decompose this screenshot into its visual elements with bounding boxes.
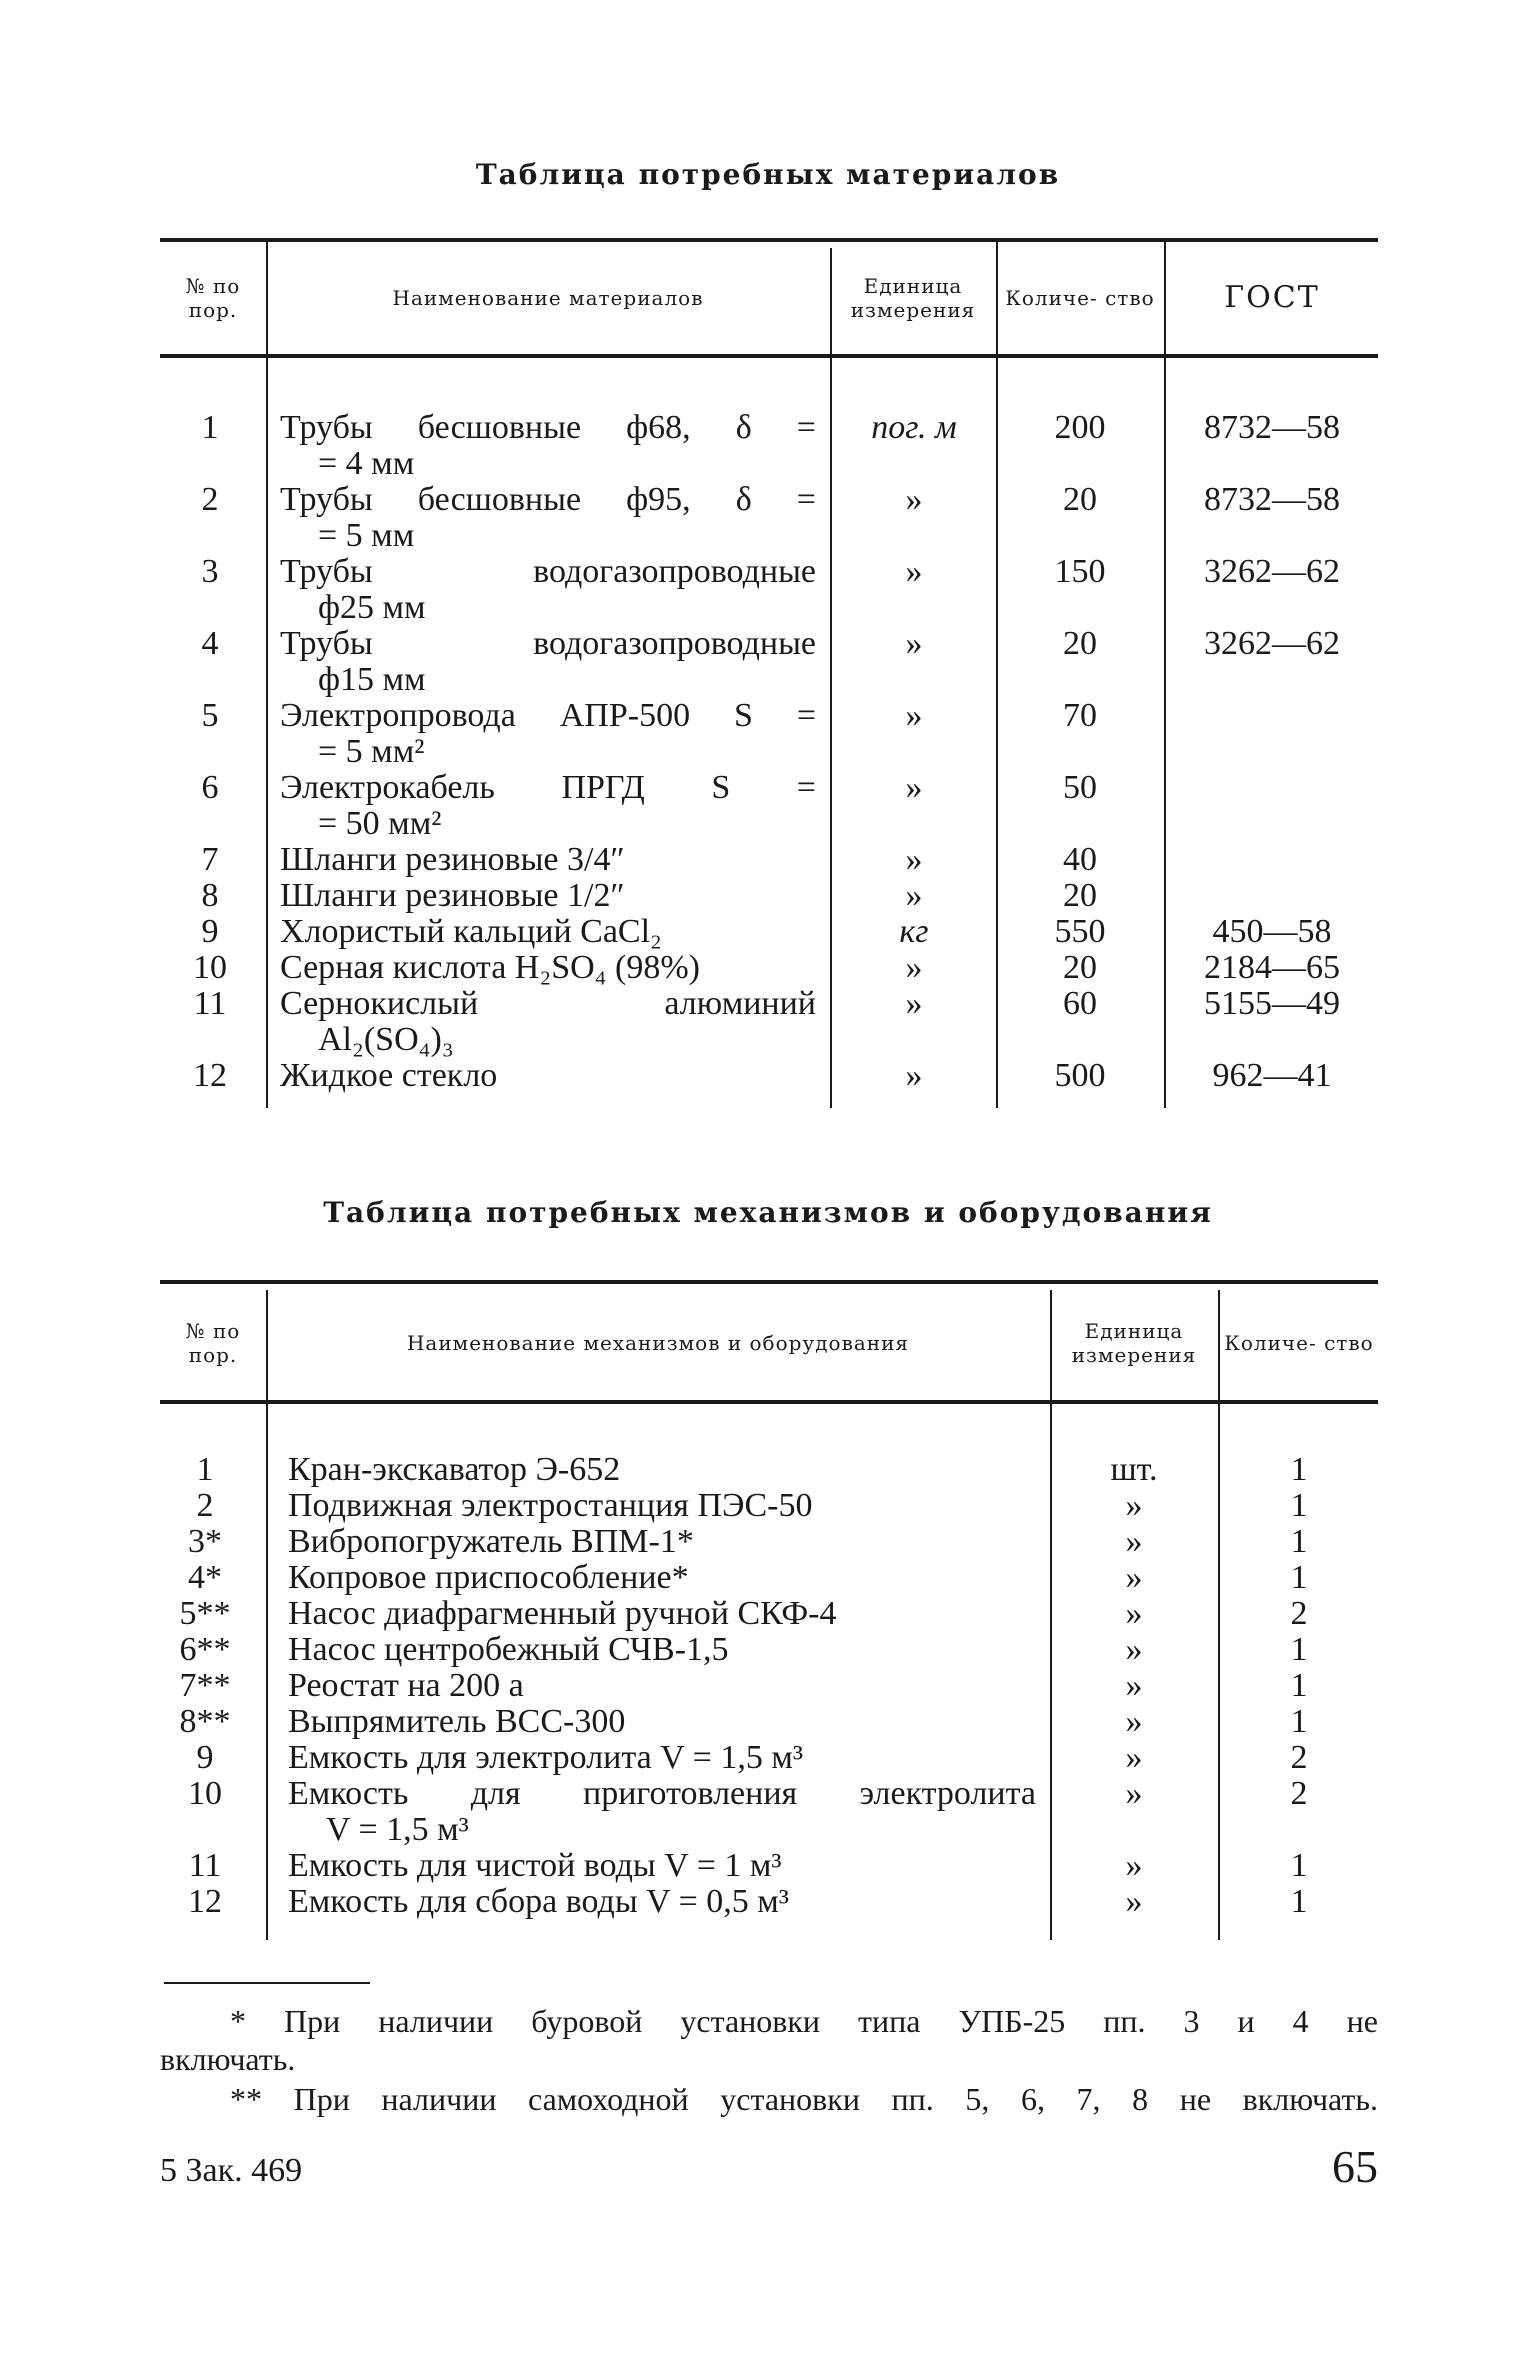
unit-of-measure: » xyxy=(905,985,923,1022)
item-name-line1: Насос центробежный СЧВ-1,5 xyxy=(288,1631,729,1668)
item-name xyxy=(288,1488,1036,1524)
item-name-line2: = 50 мм² xyxy=(318,805,442,842)
unit-of-measure: » xyxy=(1125,1703,1143,1740)
item-name-line1: Трубы водогазопроводные xyxy=(280,553,816,590)
quantity: 150 xyxy=(1054,553,1106,590)
row-number: 5** xyxy=(179,1595,231,1632)
table-top-rule xyxy=(160,1280,1378,1284)
row-number: 8** xyxy=(179,1703,231,1740)
footnote-2-text: ** При наличии самоходной установки пп. 5, 6, 7, 8 не включать. xyxy=(230,2081,1378,2117)
item-name-line1: Копровое приспособление* xyxy=(288,1559,689,1596)
unit-of-measure: » xyxy=(905,841,923,878)
item-name-line1: Шланги резиновые 3/4″ xyxy=(280,841,625,878)
page-number: 65 xyxy=(1332,2141,1378,2192)
quantity: 2 xyxy=(1290,1595,1308,1632)
row-number: 9 xyxy=(196,1739,214,1776)
gost-standard: 3262—62 xyxy=(1204,553,1340,590)
unit-of-measure: » xyxy=(1125,1523,1143,1560)
row-number: 3* xyxy=(188,1523,222,1560)
item-name xyxy=(288,1776,1036,1848)
item-name-line1: Трубы бесшовные ф68, δ = xyxy=(280,409,816,446)
item-name-line1: Реостат на 200 а xyxy=(288,1667,524,1704)
table-row xyxy=(160,698,1378,770)
table-row xyxy=(160,1884,1378,1920)
table-row xyxy=(160,1740,1378,1776)
gost-standard: 5155—49 xyxy=(1204,985,1340,1022)
unit-of-measure: » xyxy=(905,553,923,590)
item-name-line1: Насос диафрагменный ручной СКФ-4 xyxy=(288,1595,837,1632)
item-name-line2: = 4 мм xyxy=(318,445,415,482)
item-name xyxy=(280,914,816,950)
footnote-1-line1: * При наличии буровой установки типа УПБ-25 пп. 3 и 4 не xyxy=(230,2003,1378,2039)
unit-of-measure: » xyxy=(905,769,923,806)
quantity: 1 xyxy=(1290,1667,1308,1704)
header-name: Наименование механизмов и оборудования xyxy=(406,1331,910,1355)
print-order-mark: 5 Зак. 469 xyxy=(160,2152,303,2189)
row-number: 11 xyxy=(188,1847,222,1884)
footnote-2 xyxy=(160,2080,1378,2118)
header-bottom-rule xyxy=(160,1400,1378,1404)
gost-standard: 8732—58 xyxy=(1204,409,1340,446)
table-top-rule xyxy=(160,238,1378,242)
item-name xyxy=(288,1740,1036,1776)
unit-of-measure: » xyxy=(1125,1595,1143,1632)
unit-of-measure: » xyxy=(1125,1883,1143,1920)
item-name xyxy=(288,1452,1036,1488)
header-unit: Единица измерения xyxy=(1071,1319,1197,1367)
quantity: 500 xyxy=(1054,1057,1106,1094)
materials-table xyxy=(160,238,1378,1108)
unit-of-measure: » xyxy=(905,481,923,518)
item-name-line1: Емкость для приготовления электролита xyxy=(288,1775,1036,1812)
item-name xyxy=(288,1560,1036,1596)
quantity: 20 xyxy=(1063,877,1097,914)
equipment-table xyxy=(160,1280,1378,1940)
quantity: 1 xyxy=(1290,1631,1308,1668)
item-name xyxy=(288,1848,1036,1884)
row-number: 5 xyxy=(201,697,219,734)
quantity: 50 xyxy=(1063,769,1097,806)
table-row xyxy=(160,1632,1378,1668)
row-number: 11 xyxy=(193,985,227,1022)
table-row xyxy=(160,1058,1378,1094)
quantity: 1 xyxy=(1290,1451,1308,1488)
row-number: 2 xyxy=(196,1487,214,1524)
table-row xyxy=(160,878,1378,914)
table-row xyxy=(160,554,1378,626)
item-name-line2: V = 1,5 м³ xyxy=(326,1811,469,1848)
quantity: 1 xyxy=(1290,1523,1308,1560)
table-row xyxy=(160,1488,1378,1524)
footnote-1-line2: включать. xyxy=(160,2041,296,2077)
item-name xyxy=(280,842,816,878)
row-number: 3 xyxy=(201,553,219,590)
item-name xyxy=(280,554,816,626)
item-name xyxy=(280,1058,816,1094)
quantity: 2 xyxy=(1290,1775,1308,1812)
item-name xyxy=(288,1704,1036,1740)
item-name-line1: Емкость для сбора воды V = 0,5 м³ xyxy=(288,1883,789,1920)
unit-of-measure: » xyxy=(1125,1775,1143,1812)
table-row xyxy=(160,1776,1378,1848)
row-number: 12 xyxy=(193,1057,227,1094)
item-name-line1: Сернокислый алюминий xyxy=(280,985,816,1022)
gost-standard: 450—58 xyxy=(1212,913,1332,950)
row-number: 7 xyxy=(201,841,219,878)
table-row xyxy=(160,842,1378,878)
quantity: 70 xyxy=(1063,697,1097,734)
item-name xyxy=(288,1596,1036,1632)
item-name-line1: Трубы водогазопроводные xyxy=(280,625,816,662)
item-name xyxy=(288,1524,1036,1560)
item-name xyxy=(280,482,816,554)
item-name xyxy=(280,698,816,770)
table-row xyxy=(160,986,1378,1058)
row-number: 12 xyxy=(188,1883,222,1920)
item-name-line1: Кран-экскаватор Э-652 xyxy=(288,1451,621,1488)
row-number: 1 xyxy=(196,1451,214,1488)
unit-of-measure: » xyxy=(905,1057,923,1094)
row-number: 1 xyxy=(201,409,219,446)
row-number: 6** xyxy=(179,1631,231,1668)
item-name xyxy=(280,410,816,482)
footnote-rule xyxy=(164,1982,370,1984)
quantity: 1 xyxy=(1290,1703,1308,1740)
item-name-line1: Трубы бесшовные ф95, δ = xyxy=(280,481,816,518)
header-qty: Количе- ство xyxy=(1224,1331,1374,1355)
item-name xyxy=(280,626,816,698)
table-row xyxy=(160,1596,1378,1632)
table-row xyxy=(160,1452,1378,1488)
gost-standard: 3262—62 xyxy=(1204,625,1340,662)
item-name xyxy=(280,950,816,986)
row-number: 6 xyxy=(201,769,219,806)
item-name xyxy=(288,1668,1036,1704)
header-qty: Количе- ство xyxy=(1005,286,1155,310)
item-name-line1: Выпрямитель ВСС-300 xyxy=(288,1703,626,1740)
item-name-line2: = 5 мм² xyxy=(318,733,425,770)
item-name-line1: Емкость для электролита V = 1,5 м³ xyxy=(288,1739,804,1776)
row-number: 2 xyxy=(201,481,219,518)
unit-of-measure: » xyxy=(905,697,923,734)
table-row xyxy=(160,626,1378,698)
table-row xyxy=(160,914,1378,950)
quantity: 2 xyxy=(1290,1739,1308,1776)
gost-standard: 962—41 xyxy=(1212,1057,1332,1094)
item-name xyxy=(280,878,816,914)
row-number: 7** xyxy=(179,1667,231,1704)
item-name-line2: ф25 мм xyxy=(318,589,426,626)
item-name xyxy=(288,1632,1036,1668)
table-row xyxy=(160,950,1378,986)
unit-of-measure: кг xyxy=(899,913,929,950)
item-name-line2: ф15 мм xyxy=(318,661,426,698)
unit-of-measure: шт. xyxy=(1110,1451,1158,1488)
quantity: 1 xyxy=(1290,1487,1308,1524)
item-name xyxy=(280,986,816,1058)
header-bottom-rule xyxy=(160,354,1378,358)
table-row xyxy=(160,1560,1378,1596)
quantity: 20 xyxy=(1063,625,1097,662)
row-number: 9 xyxy=(201,913,219,950)
item-name-line1: Электрокабель ПРГД S = xyxy=(280,769,816,806)
materials-table-title: Таблица потребных материалов xyxy=(475,158,1061,191)
item-name-line1: Электропровода АПР-500 S = xyxy=(280,697,816,734)
unit-of-measure: » xyxy=(905,877,923,914)
quantity: 40 xyxy=(1063,841,1097,878)
equipment-table-title: Таблица потребных механизмов и оборудования xyxy=(323,1196,1213,1229)
table-row xyxy=(160,1704,1378,1740)
quantity: 1 xyxy=(1290,1559,1308,1596)
item-name xyxy=(288,1884,1036,1920)
quantity: 1 xyxy=(1290,1847,1308,1884)
unit-of-measure: » xyxy=(1125,1847,1143,1884)
row-number: 4 xyxy=(201,625,219,662)
unit-of-measure: » xyxy=(905,625,923,662)
item-name-line2: = 5 мм xyxy=(318,517,415,554)
table-row xyxy=(160,1668,1378,1704)
unit-of-measure: пог. м xyxy=(871,409,957,446)
row-number: 8 xyxy=(201,877,219,914)
unit-of-measure: » xyxy=(1125,1631,1143,1668)
gost-standard: 2184—65 xyxy=(1204,949,1340,986)
table-row xyxy=(160,482,1378,554)
quantity: 20 xyxy=(1063,949,1097,986)
unit-of-measure: » xyxy=(1125,1739,1143,1776)
quantity: 1 xyxy=(1290,1883,1308,1920)
header-unit: Единица измерения xyxy=(850,274,976,322)
item-name-line1: Серная кислота H₂SO₄ (98%) xyxy=(280,949,700,986)
table-row xyxy=(160,1524,1378,1560)
row-number: 10 xyxy=(193,949,227,986)
item-name-line1: Шланги резиновые 1/2″ xyxy=(280,877,625,914)
quantity: 20 xyxy=(1063,481,1097,518)
table-row xyxy=(160,410,1378,482)
header-no: № по пор. xyxy=(185,1319,241,1367)
unit-of-measure: » xyxy=(1125,1559,1143,1596)
item-name-line2: Al₂(SO₄)₃ xyxy=(318,1021,454,1058)
item-name-line1: Подвижная электростанция ПЭС-50 xyxy=(288,1487,813,1524)
unit-of-measure: » xyxy=(905,949,923,986)
item-name-line1: Жидкое стекло xyxy=(280,1057,498,1094)
footnote-1 xyxy=(160,2002,1378,2078)
quantity: 60 xyxy=(1063,985,1097,1022)
item-name-line1: Емкость для чистой воды V = 1 м³ xyxy=(288,1847,782,1884)
quantity: 550 xyxy=(1054,913,1106,950)
table-row xyxy=(160,770,1378,842)
gost-standard: 8732—58 xyxy=(1204,481,1340,518)
item-name xyxy=(280,770,816,842)
header-gost: ГОСТ xyxy=(1224,280,1320,315)
unit-of-measure: » xyxy=(1125,1667,1143,1704)
header-no: № по пор. xyxy=(185,274,241,322)
table-row xyxy=(160,1848,1378,1884)
row-number: 4* xyxy=(188,1559,222,1596)
item-name-line1: Хлористый кальций CaCl₂ xyxy=(280,913,662,950)
unit-of-measure: » xyxy=(1125,1487,1143,1524)
quantity: 200 xyxy=(1054,409,1106,446)
item-name-line1: Вибропогружатель ВПМ-1* xyxy=(288,1523,694,1560)
header-name: Наименование материалов xyxy=(392,286,704,310)
row-number: 10 xyxy=(188,1775,222,1812)
